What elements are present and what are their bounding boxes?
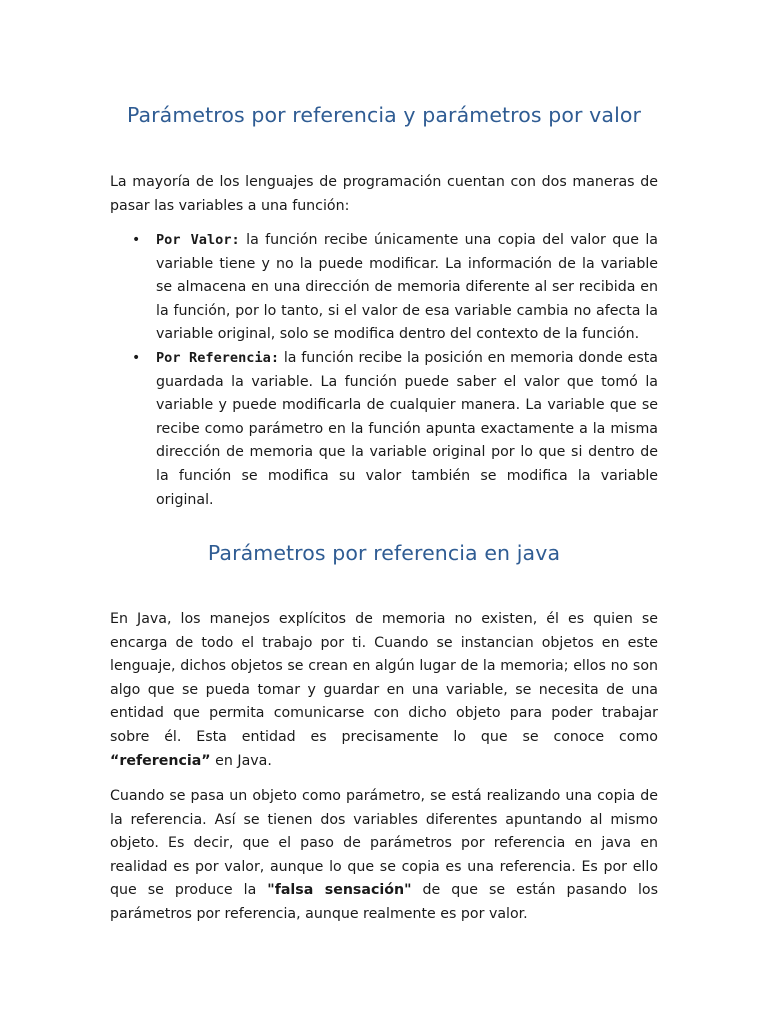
java-p2-tail: de que se están pasando los parámetros por referencia, aunque realmente es por valor.: [110, 882, 658, 922]
intro-paragraph: La mayoría de los lenguajes de programación cuentan con dos maneras de pasar las variables a una función:: [110, 174, 658, 214]
bullet-list: [110, 229, 658, 512]
section-title-parameters: Parámetros por referencia y parámetros por valor: [126, 103, 642, 127]
java-p1-text: En Java, los manejos explícitos de memoria no existen, él es quien se encarga de todo el trabajo por ti. Cuando se instancian objetos en este lenguaje, dichos objetos se crean en algún lugar de la memoria; ellos no son algo que se pueda tomar y guardar en una variable, se necesita de una entidad que permita comunicarse con dicho objeto para poder trabajar sobre él. Esta entidad es precisamente lo que se conoce como: [110, 611, 658, 745]
term-by-reference: Por Referencia:: [156, 349, 280, 366]
java-p2-text: Cuando se pasa un objeto como parámetro, se está realizando una copia de la referencia. Así se tienen dos variables diferentes apuntando al mismo objeto. Es decir, que el paso de parámetros por referencia en java en realidad es por valor, aunque lo que se copia es una referencia. Es por ello que se produce la: [110, 788, 658, 899]
java-paragraph-2: [110, 785, 658, 927]
term-by-value: Por Valor:: [156, 232, 240, 248]
definition-by-reference: la función recibe la posición en memoria donde esta guardada la variable. La función puede saber el valor que tomó la variable y puede modificarla de cualquier manera. La variable que se recibe como parámetro en la función apunta exactamente a la misma dirección de memoria que la variable original por lo que si dentro de la función se modifica su valor también se modifica la variable original.: [156, 349, 658, 508]
list-item-by-value: [110, 229, 658, 347]
java-p2-emphasis: "falsa sensación": [267, 882, 412, 899]
java-p1-tail: en Java.: [210, 752, 272, 769]
bullet-icon: •: [132, 232, 141, 248]
java-p1-emphasis: “referencia”: [110, 752, 211, 769]
java-paragraph-1: [110, 608, 658, 773]
section-title-java: Parámetros por referencia en java: [207, 541, 561, 565]
definition-by-value: la función recibe únicamente una copia del valor que la variable tiene y no la puede modificar. La información de la variable se almacena en una dirección de memoria diferente al ser recibida en la función, por lo tanto, si el valor de esa variable cambia no afecta la variable original, solo se modifica dentro del contexto de la función.: [156, 232, 659, 343]
bullet-icon: •: [132, 349, 141, 366]
list-item-by-reference: [110, 347, 658, 512]
